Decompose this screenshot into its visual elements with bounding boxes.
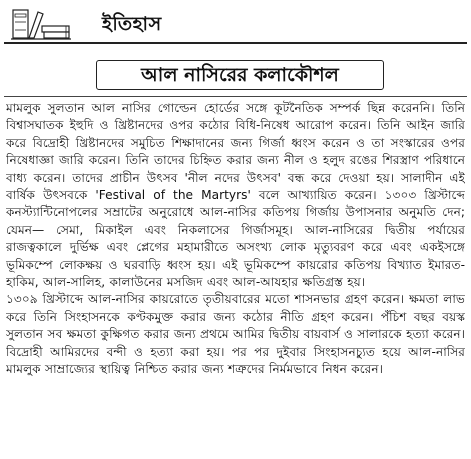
books-icon — [10, 8, 72, 40]
title-divider — [4, 96, 467, 97]
section-header — [4, 2, 467, 44]
article-body — [6, 100, 465, 455]
article-paragraph-1: মামলুক সুলতান আল নাসির গোল্ডেন হোর্ডের সঙ্গে কূটনৈতিক সম্পর্ক ছিন্ন করেননি। তিনি বিশ্বাসঘাতক ইহুদি ও খ্রিষ্টানদের ওপর কঠোর বিধি-নিষেধ আরোপ করেন। তিনি আইন জারি করে বিদ্রোহী খ্রিষ্টানদের সমুচিত শিক্ষাদানের জন্য গির্জা ধ্বংস করেন ও তা সংস্কারের ওপর নিষেধাজ্ঞা জারি করেন। তিনি তাদের চিহ্নিত করার জন্য নীল ও হলুদ রঙের শিরস্ত্রাণ পরিধানে বাধ্য করেন। তাদের প্রাচীন উৎসব 'নীল নদের উৎসব' বন্ধ করে দেওয়া হয়। সালাদীন এই বার্ষিক উৎসবকে 'Festival of the Martyrs' বলে আখ্যায়িত করেন। ১৩০৩ খ্রিস্টাব্দে কনস্ট্যান্টিনোপলের সম্রাটের অনুরোধে আল-নাসির কতিপয় গির্জায় উপাসনার অনুমতি দেন; যেমন— সেমা, মিকাইল এবং নিকলাসের গির্জাসমূহ। আল-নাসিরের দ্বিতীয় পর্যায়ের রাজত্বকালে দুর্ভিক্ষ এবং প্লেগের মহামারীতে অসংখ্য লোক মৃত্যুবরণ করে এবং একইসঙ্গে ভূমিকম্পে লোকক্ষয় ও ঘরবাড়ি ধ্বংস হয়। এই ভূমিকম্পে কায়রোর কতিপয় বিখ্যাত ইমারত-হাকিম, আল-সালিহ, কালাউনের মসজিদ এবং আল-আযহার ক্ষতিগ্রস্ত হয়। — [6, 101, 465, 290]
section-label: ইতিহাস — [102, 13, 162, 35]
article-paragraph-2: ১৩০৯ খ্রিস্টাব্দে আল-নাসির কায়রোতে তৃতীয়বারের মতো শাসনভার গ্রহণ করেন। ক্ষমতা লাভ করে তিনি সিংহাসনকে কণ্টকমুক্ত করার জন্য কঠোর নীতি গ্রহণ করেন। পঁচিশ বছর বয়স্ক সুলতান সব ক্ষমতা কুক্ষিগত করার জন্য প্রথমে আমির দ্বিতীয় বায়বার্স ও সালারকে হত্যা করেন। বিদ্রোহী আমিরদের বন্দী ও হত্যা করা হয়। পর পর দুইবার সিংহাসনচ্যুত হয়ে আল-নাসির মামলুক সাম্রাজ্যের স্থায়িত্ব নিশ্চিত করার জন্য শত্রুদের নির্মমভাবে নিধন করেন। — [6, 292, 465, 377]
article-title: আল নাসিরের কলাকৌশল — [96, 60, 384, 90]
